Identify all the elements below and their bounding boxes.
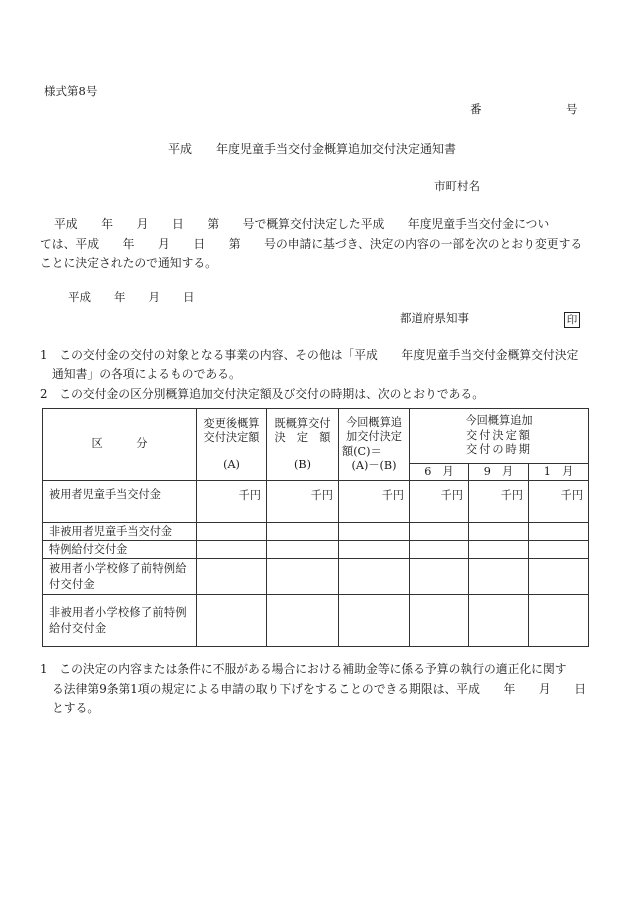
header-col-b bbox=[267, 409, 339, 481]
table-cell bbox=[197, 595, 267, 647]
header-col-c-line: 今回概算追 bbox=[346, 415, 402, 429]
table-cell bbox=[339, 523, 410, 541]
intro-paragraph bbox=[40, 215, 588, 274]
note-line: る法律第9条第1項の規定による申請の取り下げをすることのできる期限は、平成 年 月 日 bbox=[52, 681, 587, 696]
table-cell bbox=[529, 559, 589, 595]
table-cell bbox=[469, 541, 529, 559]
header-col-a bbox=[197, 409, 267, 481]
table-cell bbox=[197, 541, 267, 559]
table-cell bbox=[410, 559, 469, 595]
header-timing bbox=[410, 409, 589, 464]
header-timing-line: 交付の時期 bbox=[466, 443, 532, 457]
table-cell bbox=[339, 541, 410, 559]
header-col-a-line: 交付決定額 bbox=[203, 431, 260, 445]
table-cell bbox=[197, 523, 267, 541]
unit-cell: 千円 bbox=[267, 481, 339, 523]
municipality-name: 市町村名 bbox=[434, 179, 480, 193]
table-cell bbox=[339, 559, 410, 595]
table-cell bbox=[469, 559, 529, 595]
item-1 bbox=[40, 346, 588, 383]
unit-cell: 千円 bbox=[529, 481, 589, 523]
table-cell bbox=[267, 541, 339, 559]
table-cell bbox=[410, 595, 469, 647]
header-category: 区 分 bbox=[43, 409, 197, 481]
header-col-c-line: 加交付決定 bbox=[346, 430, 402, 443]
item-1-line: 1 この交付金の交付の対象となる事業の内容、その他は「平成 年度児童手当交付金概算交付決定 bbox=[40, 348, 579, 362]
table-cell bbox=[267, 559, 339, 595]
header-col-b-line: (B) bbox=[294, 457, 311, 471]
table-cell bbox=[529, 523, 589, 541]
row-label: 非被用者児童手当交付金 bbox=[43, 523, 197, 541]
header-timing-line: 交付決定額 bbox=[466, 428, 532, 442]
intro-line: 平成 年 月 日 第 号で概算交付決定した平成 年度児童手当交付金につい bbox=[54, 217, 550, 231]
note-paragraph bbox=[40, 660, 588, 719]
table-cell bbox=[410, 523, 469, 541]
table-cell bbox=[529, 595, 589, 647]
header-col-c-line: 額(C)＝ bbox=[342, 444, 382, 458]
header-month-january: 1 月 bbox=[529, 464, 589, 481]
row-label: 被用者小学校修了前特例給付交付金 bbox=[43, 559, 197, 595]
table-cell bbox=[197, 559, 267, 595]
unit-cell: 千円 bbox=[410, 481, 469, 523]
item-2: 2 この交付金の区分別概算追加交付決定額及び交付の時期は、次のとおりである。 bbox=[40, 387, 484, 401]
row-label: 非被用者小学校修了前特例給付交付金 bbox=[43, 595, 197, 647]
note-line: とする。 bbox=[52, 701, 100, 715]
document-title: 平成 年度児童手当交付金概算追加交付決定通知書 bbox=[168, 142, 457, 156]
number-label-ban: 番 bbox=[470, 102, 482, 116]
header-col-b-line: 既概算交付 bbox=[274, 416, 331, 430]
row-label: 被用者児童手当交付金 bbox=[43, 481, 197, 523]
table-cell bbox=[529, 541, 589, 559]
table-cell bbox=[267, 595, 339, 647]
intro-line: ことに決定されたので通知する。 bbox=[40, 256, 217, 270]
governor-title: 都道府県知事 bbox=[400, 311, 469, 325]
header-col-c bbox=[339, 409, 410, 481]
issue-date: 平成 年 月 日 bbox=[68, 290, 195, 304]
form-number: 様式第8号 bbox=[44, 84, 98, 98]
number-label-go: 号 bbox=[566, 102, 578, 116]
header-col-a-line: 変更後概算 bbox=[203, 416, 260, 430]
unit-cell: 千円 bbox=[469, 481, 529, 523]
header-month-june: 6 月 bbox=[410, 464, 469, 481]
header-month-september: 9 月 bbox=[469, 464, 529, 481]
allocation-table bbox=[42, 408, 589, 647]
header-col-c-line: (A)－(B) bbox=[351, 459, 397, 472]
header-col-b-line: 決 定 額 bbox=[274, 431, 331, 445]
item-1-line: 通知書」の各項によるものである。 bbox=[52, 366, 241, 381]
unit-cell: 千円 bbox=[197, 481, 267, 523]
note-line: 1 この決定の内容または条件に不服がある場合における補助金等に係る予算の執行の適正化に関す bbox=[40, 662, 567, 676]
table-cell bbox=[410, 541, 469, 559]
intro-line: ては、平成 年 月 日 第 号の申請に基づき、決定の内容の一部を次のとおり変更する bbox=[40, 236, 583, 251]
header-col-a-line: (A) bbox=[223, 457, 240, 471]
table-cell bbox=[469, 523, 529, 541]
seal-stamp: 印 bbox=[564, 312, 580, 328]
table-cell bbox=[469, 595, 529, 647]
unit-cell: 千円 bbox=[339, 481, 410, 523]
header-timing-line: 今回概算追加 bbox=[465, 414, 533, 428]
row-label: 特例給付交付金 bbox=[43, 541, 197, 559]
table-cell bbox=[339, 595, 410, 647]
table-cell bbox=[267, 523, 339, 541]
